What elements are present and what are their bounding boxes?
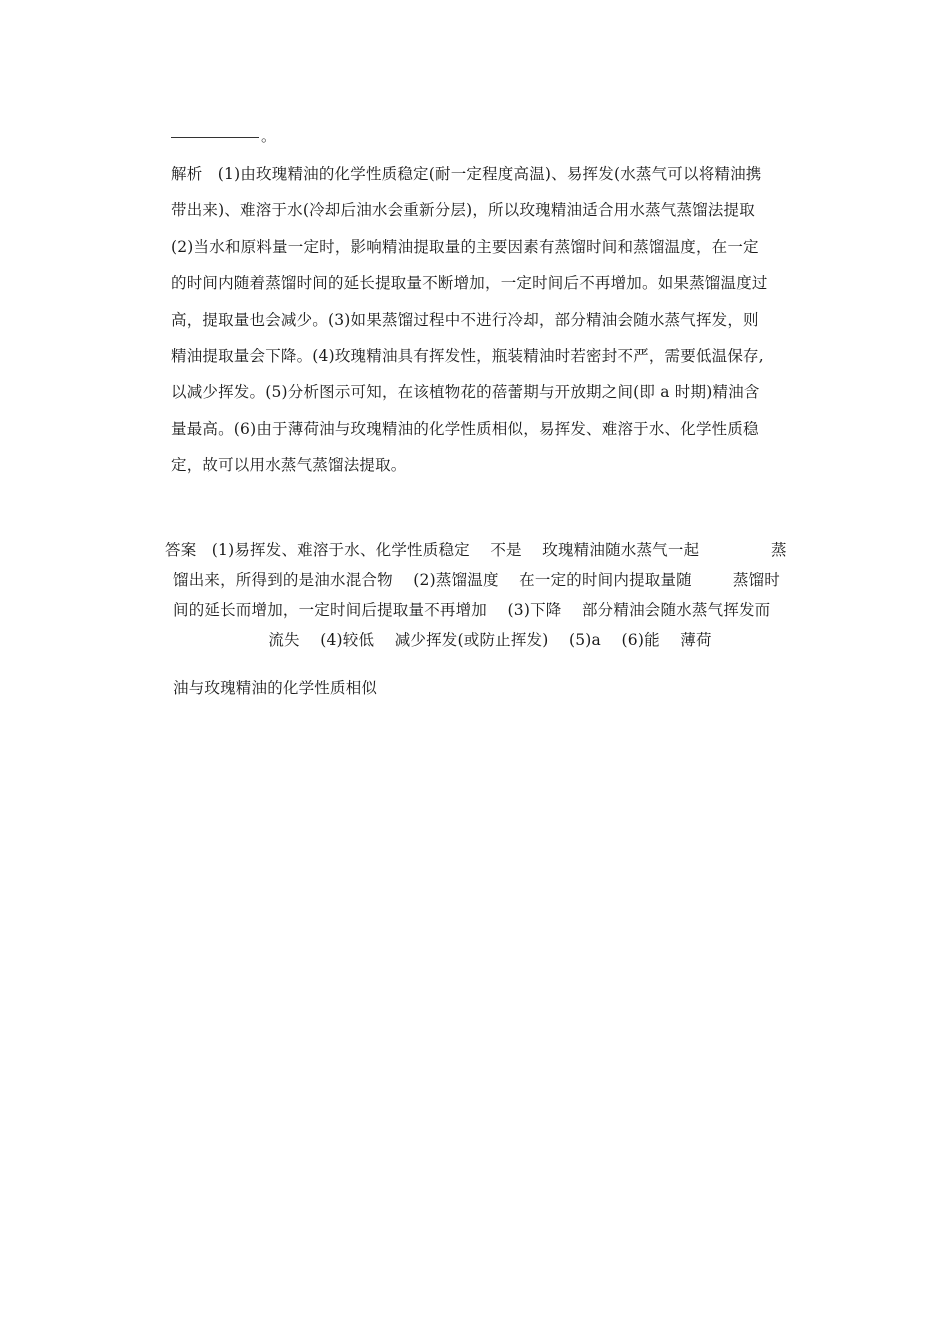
analysis-line: 精油提取量会下降。(4)玫瑰精油具有挥发性，瓶装精油时若密封不严，需要低温保存,	[171, 346, 764, 365]
answer-label: 答案	[165, 541, 197, 559]
answer-line: 流失 (4)较低 减少挥发(或防止挥发) (5)a (6)能 薄荷	[268, 631, 712, 649]
analysis-line: 解析 (1)由玫瑰精油的化学性质稳定(耐一定程度高温)、易挥发(水蒸气可以将精油携	[171, 165, 762, 183]
answer-line: 油与玫瑰精油的化学性质相似	[173, 679, 378, 697]
answer-line: 馏出来，所得到的是油水混合物 (2)蒸馏温度 在一定的时间内提取量随 蒸馏时	[173, 571, 780, 589]
fill-in-blank	[171, 126, 276, 146]
answer-line: 间的延长而增加，一定时间后提取量不再增加 (3)下降 部分精油会随水蒸气挥发而	[173, 601, 771, 619]
analysis-line: 高，提取量也会减少。(3)如果蒸馏过程中不进行冷却，部分精油会随水蒸气挥发，则	[171, 310, 759, 329]
answer-section	[165, 536, 815, 704]
analysis-line: 带出来)、难溶于水(冷却后油水会重新分层)，所以玫瑰精油适合用水蒸气蒸馏法提取	[171, 201, 755, 220]
analysis-section	[171, 160, 811, 488]
analysis-line: 的时间内随着蒸馏时间的延长提取量不断增加，一定时间后不再增加。如果蒸馏温度过	[171, 274, 768, 293]
analysis-line: 量最高。(6)由于薄荷油与玫瑰精油的化学性质相似，易挥发、难溶于水、化学性质稳	[171, 419, 759, 438]
blank-period: 。	[261, 127, 277, 145]
analysis-label: 解析	[171, 165, 203, 183]
answer-line: 答案 (1)易挥发、难溶于水、化学性质稳定 不是 玫瑰精油随水蒸气一起 蒸	[165, 541, 787, 559]
analysis-line: 以减少挥发。(5)分析图示可知，在该植物花的蓓蕾期与开放期之间(即 a 时期)精油含	[171, 383, 760, 402]
blank-underline	[171, 137, 259, 138]
analysis-line: 定，故可以用水蒸气蒸馏法提取。	[171, 456, 407, 475]
analysis-line: (2)当水和原料量一定时，影响精油提取量的主要因素有蒸馏时间和蒸馏温度，在一定	[171, 237, 759, 256]
